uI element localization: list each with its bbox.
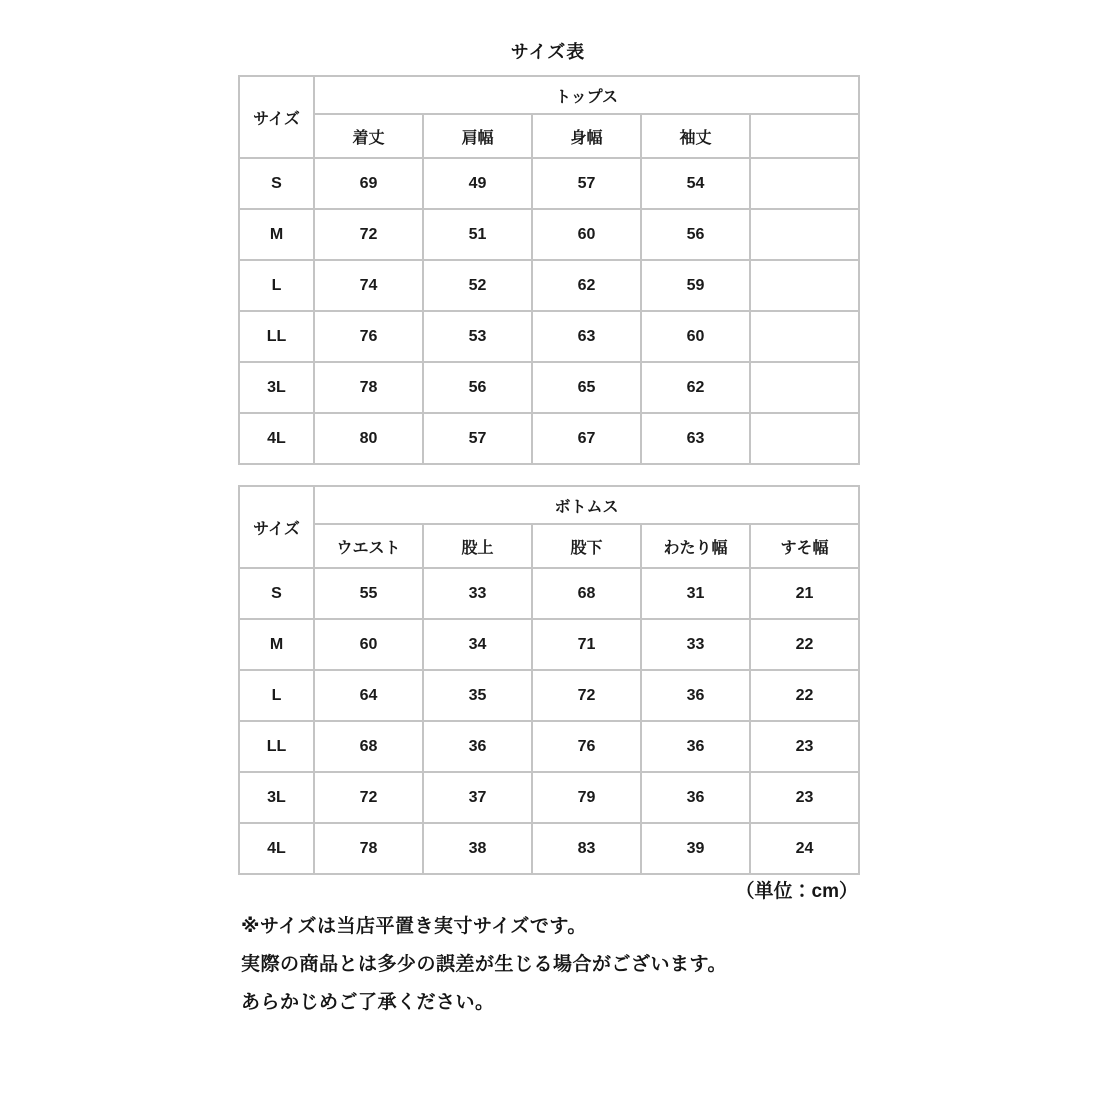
table-row — [239, 772, 859, 823]
corner-header-size: サイズ — [239, 486, 314, 568]
size-label: S — [239, 568, 314, 619]
cell-value: 36 — [641, 772, 750, 823]
table-row — [239, 568, 859, 619]
cell-value: 60 — [641, 311, 750, 362]
bottoms-size-table — [238, 485, 860, 875]
column-header: 身幅 — [532, 114, 641, 158]
cell-value — [750, 362, 859, 413]
cell-value: 78 — [314, 823, 423, 874]
cell-value: 63 — [532, 311, 641, 362]
table-row — [239, 823, 859, 874]
cell-value: 51 — [423, 209, 532, 260]
cell-value — [750, 413, 859, 464]
cell-value: 36 — [641, 721, 750, 772]
cell-value: 63 — [641, 413, 750, 464]
cell-value: 74 — [314, 260, 423, 311]
note-line: ※サイズは当店平置き実寸サイズです。 — [241, 916, 587, 937]
table-row — [239, 670, 859, 721]
corner-header-size: サイズ — [239, 76, 314, 158]
cell-value: 56 — [641, 209, 750, 260]
group-header-bottoms: ボトムス — [314, 486, 859, 524]
column-header: わたり幅 — [641, 524, 750, 568]
cell-value: 56 — [423, 362, 532, 413]
table-row — [239, 158, 859, 209]
size-label: M — [239, 209, 314, 260]
cell-value — [750, 158, 859, 209]
cell-value — [750, 209, 859, 260]
cell-value: 72 — [314, 772, 423, 823]
column-header: 袖丈 — [641, 114, 750, 158]
table-row — [239, 362, 859, 413]
cell-value: 34 — [423, 619, 532, 670]
cell-value: 59 — [641, 260, 750, 311]
size-label: 3L — [239, 362, 314, 413]
column-header: 着丈 — [314, 114, 423, 158]
cell-value: 68 — [314, 721, 423, 772]
cell-value: 33 — [641, 619, 750, 670]
cell-value: 72 — [532, 670, 641, 721]
table-header-row — [239, 76, 859, 114]
cell-value: 33 — [423, 568, 532, 619]
group-header-tops: トップス — [314, 76, 859, 114]
page-title: サイズ表 — [510, 42, 586, 62]
tops-size-table — [238, 75, 860, 465]
table-row — [239, 209, 859, 260]
cell-value: 35 — [423, 670, 532, 721]
cell-value: 67 — [532, 413, 641, 464]
cell-value: 23 — [750, 772, 859, 823]
cell-value: 38 — [423, 823, 532, 874]
column-header-row — [239, 114, 859, 158]
size-label: S — [239, 158, 314, 209]
cell-value: 64 — [314, 670, 423, 721]
cell-value: 36 — [423, 721, 532, 772]
column-header — [750, 114, 859, 158]
size-label: 3L — [239, 772, 314, 823]
table-row — [239, 721, 859, 772]
cell-value: 72 — [314, 209, 423, 260]
cell-value: 78 — [314, 362, 423, 413]
cell-value: 57 — [532, 158, 641, 209]
table-header-row — [239, 486, 859, 524]
cell-value — [750, 260, 859, 311]
cell-value: 76 — [532, 721, 641, 772]
cell-value: 55 — [314, 568, 423, 619]
cell-value: 49 — [423, 158, 532, 209]
cell-value: 39 — [641, 823, 750, 874]
size-label: 4L — [239, 823, 314, 874]
column-header: 肩幅 — [423, 114, 532, 158]
cell-value: 83 — [532, 823, 641, 874]
size-label: LL — [239, 311, 314, 362]
cell-value: 68 — [532, 568, 641, 619]
column-header-row — [239, 524, 859, 568]
cell-value: 37 — [423, 772, 532, 823]
unit-label: （単位：cm） — [735, 881, 858, 902]
cell-value: 80 — [314, 413, 423, 464]
size-label: M — [239, 619, 314, 670]
cell-value: 71 — [532, 619, 641, 670]
cell-value: 53 — [423, 311, 532, 362]
column-header: 股下 — [532, 524, 641, 568]
cell-value: 24 — [750, 823, 859, 874]
cell-value: 65 — [532, 362, 641, 413]
cell-value: 79 — [532, 772, 641, 823]
cell-value: 31 — [641, 568, 750, 619]
cell-value: 76 — [314, 311, 423, 362]
cell-value: 62 — [641, 362, 750, 413]
cell-value — [750, 311, 859, 362]
size-label: L — [239, 670, 314, 721]
cell-value: 22 — [750, 670, 859, 721]
table-row — [239, 413, 859, 464]
column-header: ウエスト — [314, 524, 423, 568]
cell-value: 21 — [750, 568, 859, 619]
note-line: 実際の商品とは多少の誤差が生じる場合がございます。 — [241, 954, 727, 975]
column-header: すそ幅 — [750, 524, 859, 568]
cell-value: 52 — [423, 260, 532, 311]
cell-value: 57 — [423, 413, 532, 464]
cell-value: 23 — [750, 721, 859, 772]
disclaimer-notes — [241, 908, 881, 1022]
cell-value: 60 — [314, 619, 423, 670]
column-header: 股上 — [423, 524, 532, 568]
cell-value: 60 — [532, 209, 641, 260]
size-label: 4L — [239, 413, 314, 464]
table-row — [239, 619, 859, 670]
cell-value: 36 — [641, 670, 750, 721]
cell-value: 62 — [532, 260, 641, 311]
size-label: L — [239, 260, 314, 311]
note-line: あらかじめご了承ください。 — [241, 992, 495, 1013]
size-label: LL — [239, 721, 314, 772]
cell-value: 54 — [641, 158, 750, 209]
table-row — [239, 260, 859, 311]
cell-value: 22 — [750, 619, 859, 670]
cell-value: 69 — [314, 158, 423, 209]
table-row — [239, 311, 859, 362]
